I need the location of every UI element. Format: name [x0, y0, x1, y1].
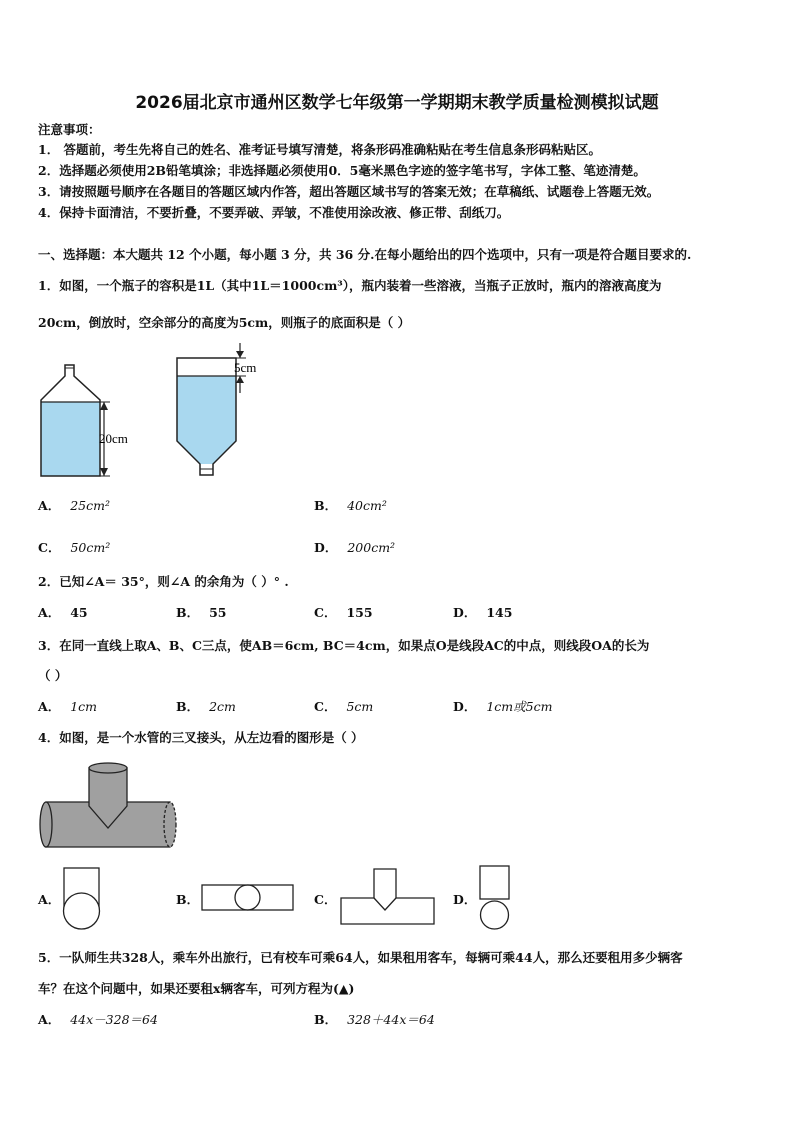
- pipe-tee-figure: [38, 760, 180, 858]
- notice-item: 2．选择题必须使用2B铅笔填涂；非选择题必须使用0．5毫米黑色字迹的签字笔书写，字体工整、笔迹清楚。: [38, 163, 646, 178]
- q3-option-d[interactable]: D． 1cm或5cm: [453, 699, 553, 714]
- q2-option-b[interactable]: B． 55: [176, 605, 227, 620]
- q4-option-d-label[interactable]: D．: [453, 892, 477, 907]
- section-heading: 一、选择题：本大题共 12 个小题，每小题 3 分，共 36 分.在每小题给出的四个选项中，只有一项是符合题目要求的.: [38, 247, 692, 262]
- q5-option-b[interactable]: B． 328＋44x＝64: [314, 1012, 435, 1027]
- question-1-line-2: 20cm，倒放时，空余部分的高度为5cm，则瓶子的底面积是（ ）: [38, 315, 411, 330]
- q1-option-a[interactable]: A． 25cm²: [38, 498, 110, 513]
- q3-option-c[interactable]: C． 5cm: [314, 699, 374, 714]
- question-3-line-2: （ ）: [38, 668, 68, 683]
- notice-item: 4．保持卡面清洁，不要折叠，不要弄破、弄皱，不准使用涂改液、修正带、刮纸刀。: [38, 205, 510, 220]
- notice-heading: 注意事项：: [38, 122, 101, 137]
- q1-option-b[interactable]: B． 40cm²: [314, 498, 387, 513]
- question-2-stem: 2．已知∠A＝ 35°，则∠A 的余角为（ ）° .: [38, 574, 289, 589]
- page-title: 2026届北京市通州区数学七年级第一学期期末教学质量检测模拟试题: [135, 93, 659, 113]
- question-4-stem: 4．如图，是一个水管的三叉接头，从左边看的图形是（ ）: [38, 730, 364, 745]
- q4-option-c-label[interactable]: C．: [314, 892, 337, 907]
- q3-option-b[interactable]: B． 2cm: [176, 699, 236, 714]
- upright-liquid: [41, 402, 100, 476]
- q3-option-a[interactable]: A． 1cm: [38, 699, 98, 714]
- q2-option-c[interactable]: C． 155: [314, 605, 373, 620]
- q5-option-a[interactable]: A． 44x－328＝64: [38, 1012, 158, 1027]
- q2-option-d[interactable]: D． 145: [453, 605, 513, 620]
- q1-option-c[interactable]: C． 50cm²: [38, 540, 111, 555]
- notice-item: 1． 答题前，考生先将自己的姓名、准考证号填写清楚，将条形码准确粘贴在考生信息条形码粘贴区。: [38, 142, 602, 157]
- q4-option-a-figure[interactable]: [60, 866, 104, 932]
- q4-option-c-figure[interactable]: [338, 866, 438, 928]
- q4-option-a-label[interactable]: A．: [38, 892, 61, 907]
- q4-option-b-label[interactable]: B．: [176, 892, 200, 907]
- bottle-figure: [30, 338, 280, 483]
- q1-option-d[interactable]: D． 200cm²: [314, 540, 396, 555]
- q2-option-a[interactable]: A． 45: [38, 605, 88, 620]
- question-3-line-1: 3．在同一直线上取A、B、C三点，使AB＝6cm, BC＝4cm，如果点O是线段AC的中点，则线段OA的长为: [38, 638, 650, 653]
- notice-item: 3．请按照题号顺序在各题目的答题区域内作答，超出答题区域书写的答案无效；在草稿纸、试题卷上答题无效。: [38, 184, 660, 199]
- q4-option-b-figure[interactable]: [200, 882, 296, 914]
- label-5cm: 5cm: [234, 360, 257, 375]
- question-5-line-1: 5．一队师生共328人，乘车外出旅行，已有校车可乘64人，如果租用客车，每辆可乘44人，那么还要租用多少辆客: [38, 950, 683, 965]
- question-5-line-2: 车？在这个问题中，如果还要租x辆客车，可列方程为(▲): [38, 981, 355, 996]
- label-20cm: 20cm: [99, 431, 128, 446]
- q4-option-d-figure[interactable]: [474, 864, 514, 932]
- question-1-line-1: 1．如图，一个瓶子的容积是1L（其中1L＝1000cm³），瓶内装着一些溶液，当瓶子正放时，瓶内的溶液高度为: [38, 278, 662, 293]
